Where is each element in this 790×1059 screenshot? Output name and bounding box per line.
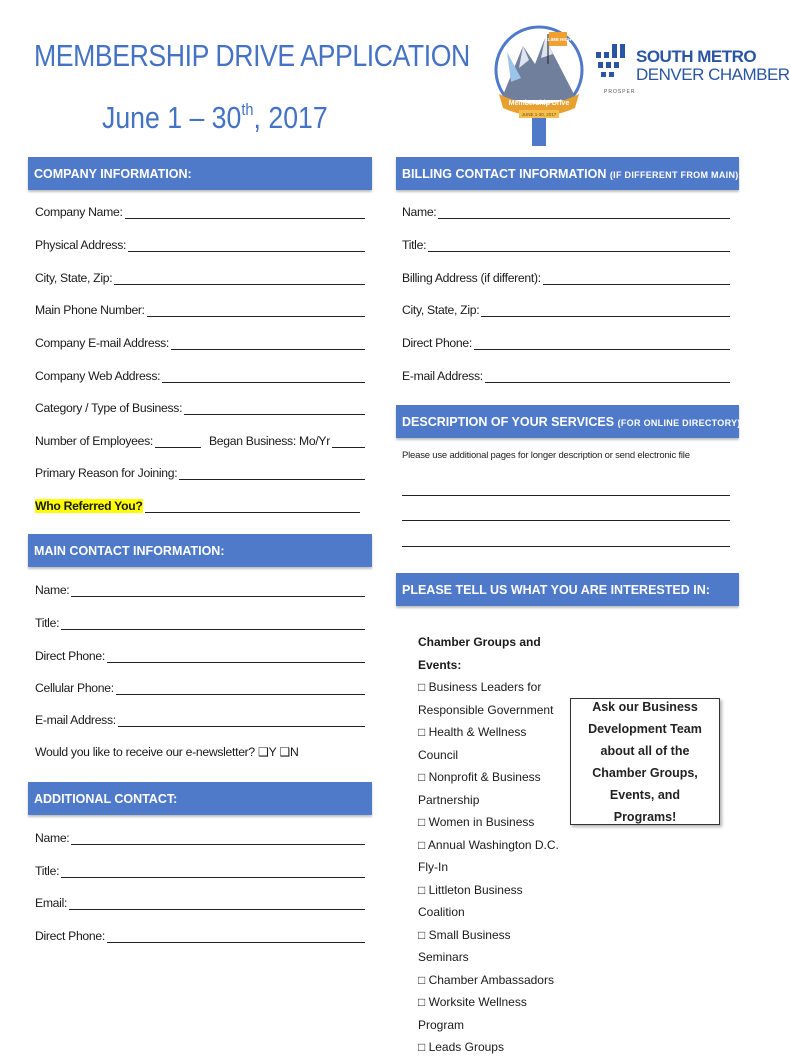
badge-banner-text: JUNE 1-30, 2017 (521, 112, 557, 117)
company-web-field[interactable]: Company Web Address: (35, 367, 365, 383)
chamber-logo-icon (596, 44, 632, 84)
billing-address-field[interactable]: Billing Address (if different): (402, 269, 730, 285)
company-name-field[interactable]: Company Name: (35, 203, 365, 219)
chamber-groups-heading: Chamber Groups and Events: (418, 635, 541, 672)
billing-name-field[interactable]: Name: (402, 203, 730, 219)
interest-nonprofit-partnership[interactable]: □ Nonprofit & Business Partnership (418, 770, 541, 807)
date-prefix: June 1 – 30 (102, 100, 242, 135)
interest-worksite-wellness[interactable]: □ Worksite Wellness Program (418, 995, 527, 1032)
additional-email-field[interactable]: Email: (35, 894, 365, 910)
billing-title-field[interactable]: Title: (402, 236, 730, 252)
employees-input[interactable] (155, 435, 201, 448)
badge-top-text: CLIMB HIGH (544, 37, 572, 42)
interests-list (418, 631, 563, 1059)
physical-address-field[interactable]: Physical Address: (35, 236, 365, 252)
primary-reason-field[interactable]: Primary Reason for Joining: (35, 464, 365, 480)
interest-chamber-ambassadors[interactable]: □ Chamber Ambassadors (418, 972, 554, 987)
main-contact-direct-phone-field[interactable]: Direct Phone: (35, 647, 365, 663)
main-contact-name-field[interactable]: Name: (35, 581, 365, 597)
main-phone-field[interactable]: Main Phone Number: (35, 301, 365, 317)
main-contact-email-field[interactable]: E-mail Address: (35, 711, 365, 727)
chamber-name-line1: SOUTH METRO (636, 47, 757, 66)
chamber-name-line2: DENVER CHAMBER (636, 65, 790, 84)
interest-leads-groups[interactable]: □ Leads Groups (418, 1040, 504, 1054)
newsletter-option[interactable]: Would you like to receive our e-newsletter? ❑Y ❑N (35, 745, 299, 759)
services-line-3[interactable] (402, 545, 730, 547)
interest-women-in-business[interactable]: □ Women in Business (418, 815, 535, 829)
billing-city-state-zip-field[interactable]: City, State, Zip: (402, 301, 730, 317)
billing-email-field[interactable]: E-mail Address: (402, 367, 730, 383)
employees-began-field[interactable] (35, 432, 365, 448)
membership-drive-badge-logo (493, 8, 585, 148)
main-contact-title-field[interactable]: Title: (35, 614, 365, 630)
badge-ribbon-text: Membership Drive (508, 100, 570, 107)
billing-contact-heading: BILLING CONTACT INFORMATION (IF DIFFERENT FROM MAIN): (396, 157, 739, 190)
interests-heading: PLEASE TELL US WHAT YOU ARE INTERESTED IN: (396, 573, 739, 606)
additional-name-field[interactable]: Name: (35, 829, 365, 845)
additional-contact-heading: ADDITIONAL CONTACT: (28, 782, 372, 815)
date-sup: th (241, 99, 254, 119)
billing-direct-phone-field[interactable]: Direct Phone: (402, 334, 730, 350)
employees-label: Number of Employees: (35, 434, 153, 448)
referred-by-field[interactable] (35, 497, 360, 513)
form-date (102, 100, 328, 136)
interest-washington-fly-in[interactable]: □ Annual Washington D.C. Fly-In (418, 837, 559, 874)
services-heading: DESCRIPTION OF YOUR SERVICES (FOR ONLINE DIRECTORY): (396, 405, 739, 438)
chamber-name (636, 47, 790, 85)
interest-small-business-seminars[interactable]: □ Small Business Seminars (418, 927, 511, 964)
interest-littleton-coalition[interactable]: □ Littleton Business Coalition (418, 882, 523, 919)
interest-business-leaders[interactable]: □ Business Leaders for Responsible Government (418, 680, 554, 717)
services-line-2[interactable] (402, 519, 730, 521)
additional-title-field[interactable]: Title: (35, 862, 365, 878)
additional-direct-phone-field[interactable]: Direct Phone: (35, 927, 365, 943)
company-info-heading: COMPANY INFORMATION: (28, 157, 372, 190)
interest-health-wellness[interactable]: □ Health & Wellness Council (418, 725, 527, 762)
main-contact-heading: MAIN CONTACT INFORMATION: (28, 534, 372, 567)
referred-by-label: Who Referred You? (35, 499, 143, 513)
chamber-tagline: PROSPER (604, 89, 636, 95)
began-business-label: Began Business: Mo/Yr (208, 434, 331, 448)
ask-business-development-box: Ask our Business Development Team about all of the Chamber Groups, Events, and Programs! (570, 698, 720, 825)
services-line-1[interactable] (402, 494, 730, 496)
began-business-input[interactable] (332, 435, 365, 448)
company-email-field[interactable]: Company E-mail Address: (35, 334, 365, 350)
company-city-state-zip-field[interactable]: City, State, Zip: (35, 269, 365, 285)
date-suffix: , 2017 (253, 100, 328, 135)
main-contact-cell-phone-field[interactable]: Cellular Phone: (35, 679, 365, 695)
business-category-field[interactable]: Category / Type of Business: (35, 399, 365, 415)
form-title: MEMBERSHIP DRIVE APPLICATION (34, 38, 470, 73)
services-note: Please use additional pages for longer description or send electronic file (402, 450, 690, 461)
